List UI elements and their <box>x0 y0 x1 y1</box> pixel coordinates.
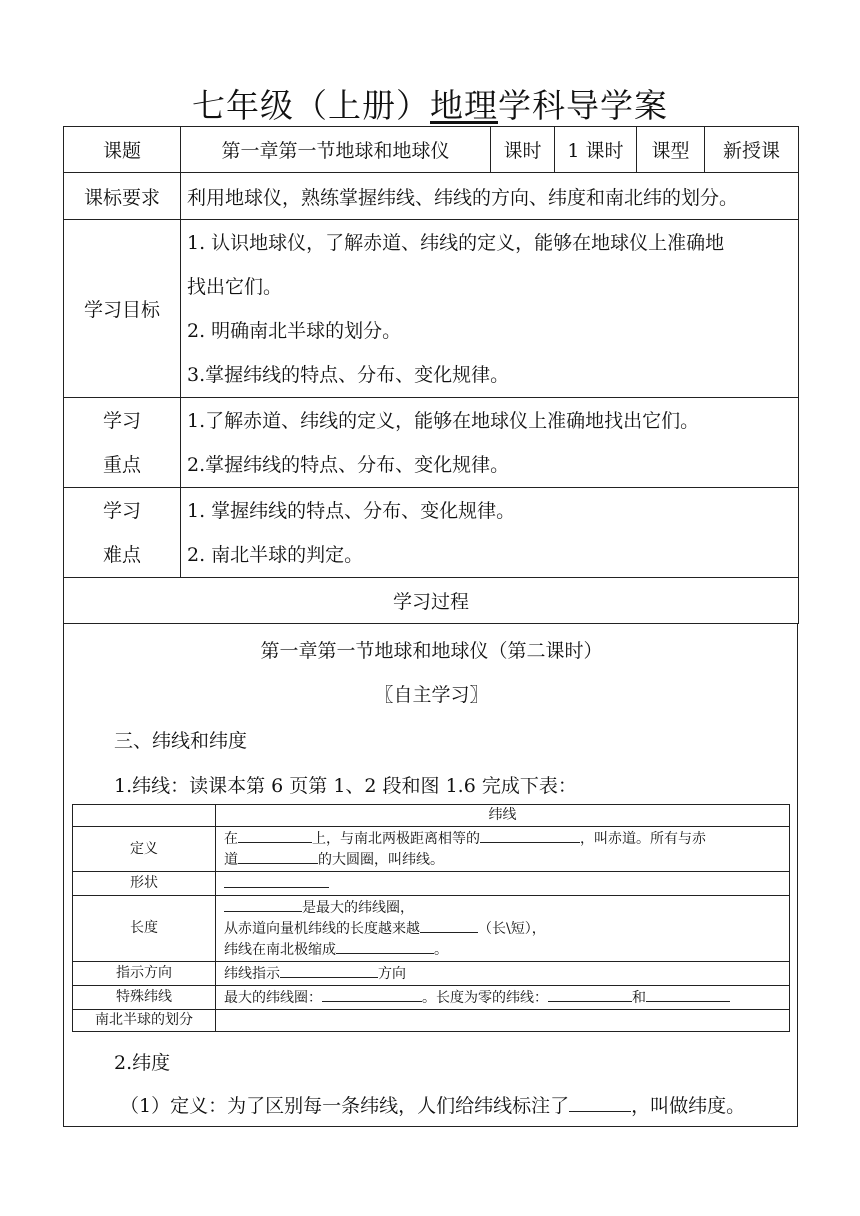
blank-field[interactable] <box>238 828 312 843</box>
standard-label: 课标要求 <box>64 173 181 220</box>
blank-field[interactable] <box>420 918 478 933</box>
shape-value <box>216 872 790 896</box>
standard-row <box>64 173 799 220</box>
key-points-label <box>64 398 181 488</box>
difficulty-item: 1. 掌握纬线的特点、分布、变化规律。 <box>187 499 516 522</box>
direction-row <box>73 962 790 986</box>
difficulties-list <box>181 488 799 578</box>
blank-field[interactable] <box>336 939 434 954</box>
definition-value: 在 上，与南北两极距离相等的 ，叫赤道。所有与赤 道 的大圆圈，叫纬线。 <box>216 827 790 872</box>
difficulties-label-line: 难点 <box>102 543 141 566</box>
difficulty-item: 2. 南北半球的判定。 <box>187 543 364 566</box>
hemisphere-row <box>73 1010 790 1032</box>
direction-label: 指示方向 <box>73 962 216 986</box>
shape-row <box>73 872 790 896</box>
blank-field[interactable] <box>238 849 318 864</box>
definition-row <box>73 827 790 872</box>
period-value: 1 课时 <box>555 127 637 173</box>
page-title <box>0 80 860 127</box>
key-points-label-line: 重点 <box>102 453 141 476</box>
objective-item: 找出它们。 <box>187 275 283 298</box>
part3-heading: 三、纬线和纬度 <box>114 730 248 752</box>
blank-field[interactable] <box>280 963 378 978</box>
hemisphere-label: 南北半球的划分 <box>73 1010 216 1032</box>
objective-item: 3.掌握纬线的特点、分布、变化规律。 <box>187 363 510 386</box>
length-label: 长度 <box>73 896 216 962</box>
header-row <box>64 127 799 173</box>
hemisphere-value[interactable] <box>216 1010 790 1032</box>
objectives-list <box>181 220 799 398</box>
process-section <box>63 624 798 1127</box>
self-study-heading: 〖自主学习〗 <box>374 684 489 706</box>
special-lines-label: 特殊纬线 <box>73 986 216 1010</box>
special-lines-value: 最大的纬线圈： 。长度为零的纬线： 和 <box>216 986 790 1010</box>
topic-label: 课题 <box>64 127 181 173</box>
process-heading: 学习过程 <box>64 578 799 624</box>
type-label: 课型 <box>637 127 705 173</box>
difficulties-row <box>64 488 799 578</box>
key-points-row <box>64 398 799 488</box>
blank-field[interactable] <box>646 987 730 1002</box>
blank-field[interactable] <box>569 1095 631 1112</box>
topic-value: 第一章第一节地球和地球仪 <box>181 127 491 173</box>
shape-label: 形状 <box>73 872 216 896</box>
objective-item: 1. 认识地球仪，了解赤道、纬线的定义，能够在地球仪上准确地 <box>187 231 725 254</box>
objectives-label: 学习目标 <box>64 220 181 398</box>
latitude-line-table <box>72 804 790 1032</box>
period-label: 课时 <box>491 127 555 173</box>
definition-label: 定义 <box>73 827 216 872</box>
inner-header: 纬线 <box>216 805 790 827</box>
difficulties-label-line: 学习 <box>102 499 141 522</box>
lesson-info-table <box>63 126 799 624</box>
process-subtitle: 第一章第一节地球和地球仪（第二课时） <box>260 640 603 662</box>
difficulties-label <box>64 488 181 578</box>
standard-value: 利用地球仪，熟练掌握纬线、纬线的方向、纬度和南北纬的划分。 <box>181 173 799 220</box>
length-row <box>73 896 790 962</box>
blank-field[interactable] <box>224 897 302 912</box>
task1-instruction: 1.纬线：读课本第 6 页第 1、2 段和图 1.6 完成下表： <box>114 775 577 797</box>
objective-item: 2. 明确南北半球的划分。 <box>187 319 402 342</box>
direction-value: 纬线指示 方向 <box>216 962 790 986</box>
lesson-plan <box>63 126 798 1127</box>
key-points-list <box>181 398 799 488</box>
inner-header-row <box>73 805 790 827</box>
length-value: 是最大的纬线圈， 从赤道向量机纬线的长度越来越 （长\短）， 纬线在南北极缩成 。 <box>216 896 790 962</box>
blank-field[interactable] <box>322 987 422 1002</box>
special-lines-row <box>73 986 790 1010</box>
task2-heading: 2.纬度 <box>114 1052 171 1074</box>
key-point-item: 2.掌握纬线的特点、分布、变化规律。 <box>187 453 510 476</box>
process-heading-row <box>64 578 799 624</box>
title-prefix: 七年级（上册） <box>192 86 430 125</box>
blank-field[interactable] <box>480 828 580 843</box>
title-suffix: 学科导学案 <box>498 86 668 125</box>
objectives-row <box>64 220 799 398</box>
type-value: 新授课 <box>705 127 799 173</box>
task2-definition: （1）定义：为了区别每一条纬线，人们给纬线标注了 ，叫做纬度。 <box>120 1095 746 1117</box>
key-points-label-line: 学习 <box>102 409 141 432</box>
title-subject: 地理 <box>430 86 498 125</box>
key-point-item: 1.了解赤道、纬线的定义，能够在地球仪上准确地找出它们。 <box>187 409 700 432</box>
blank-field[interactable] <box>548 987 632 1002</box>
blank-field[interactable] <box>224 873 329 888</box>
